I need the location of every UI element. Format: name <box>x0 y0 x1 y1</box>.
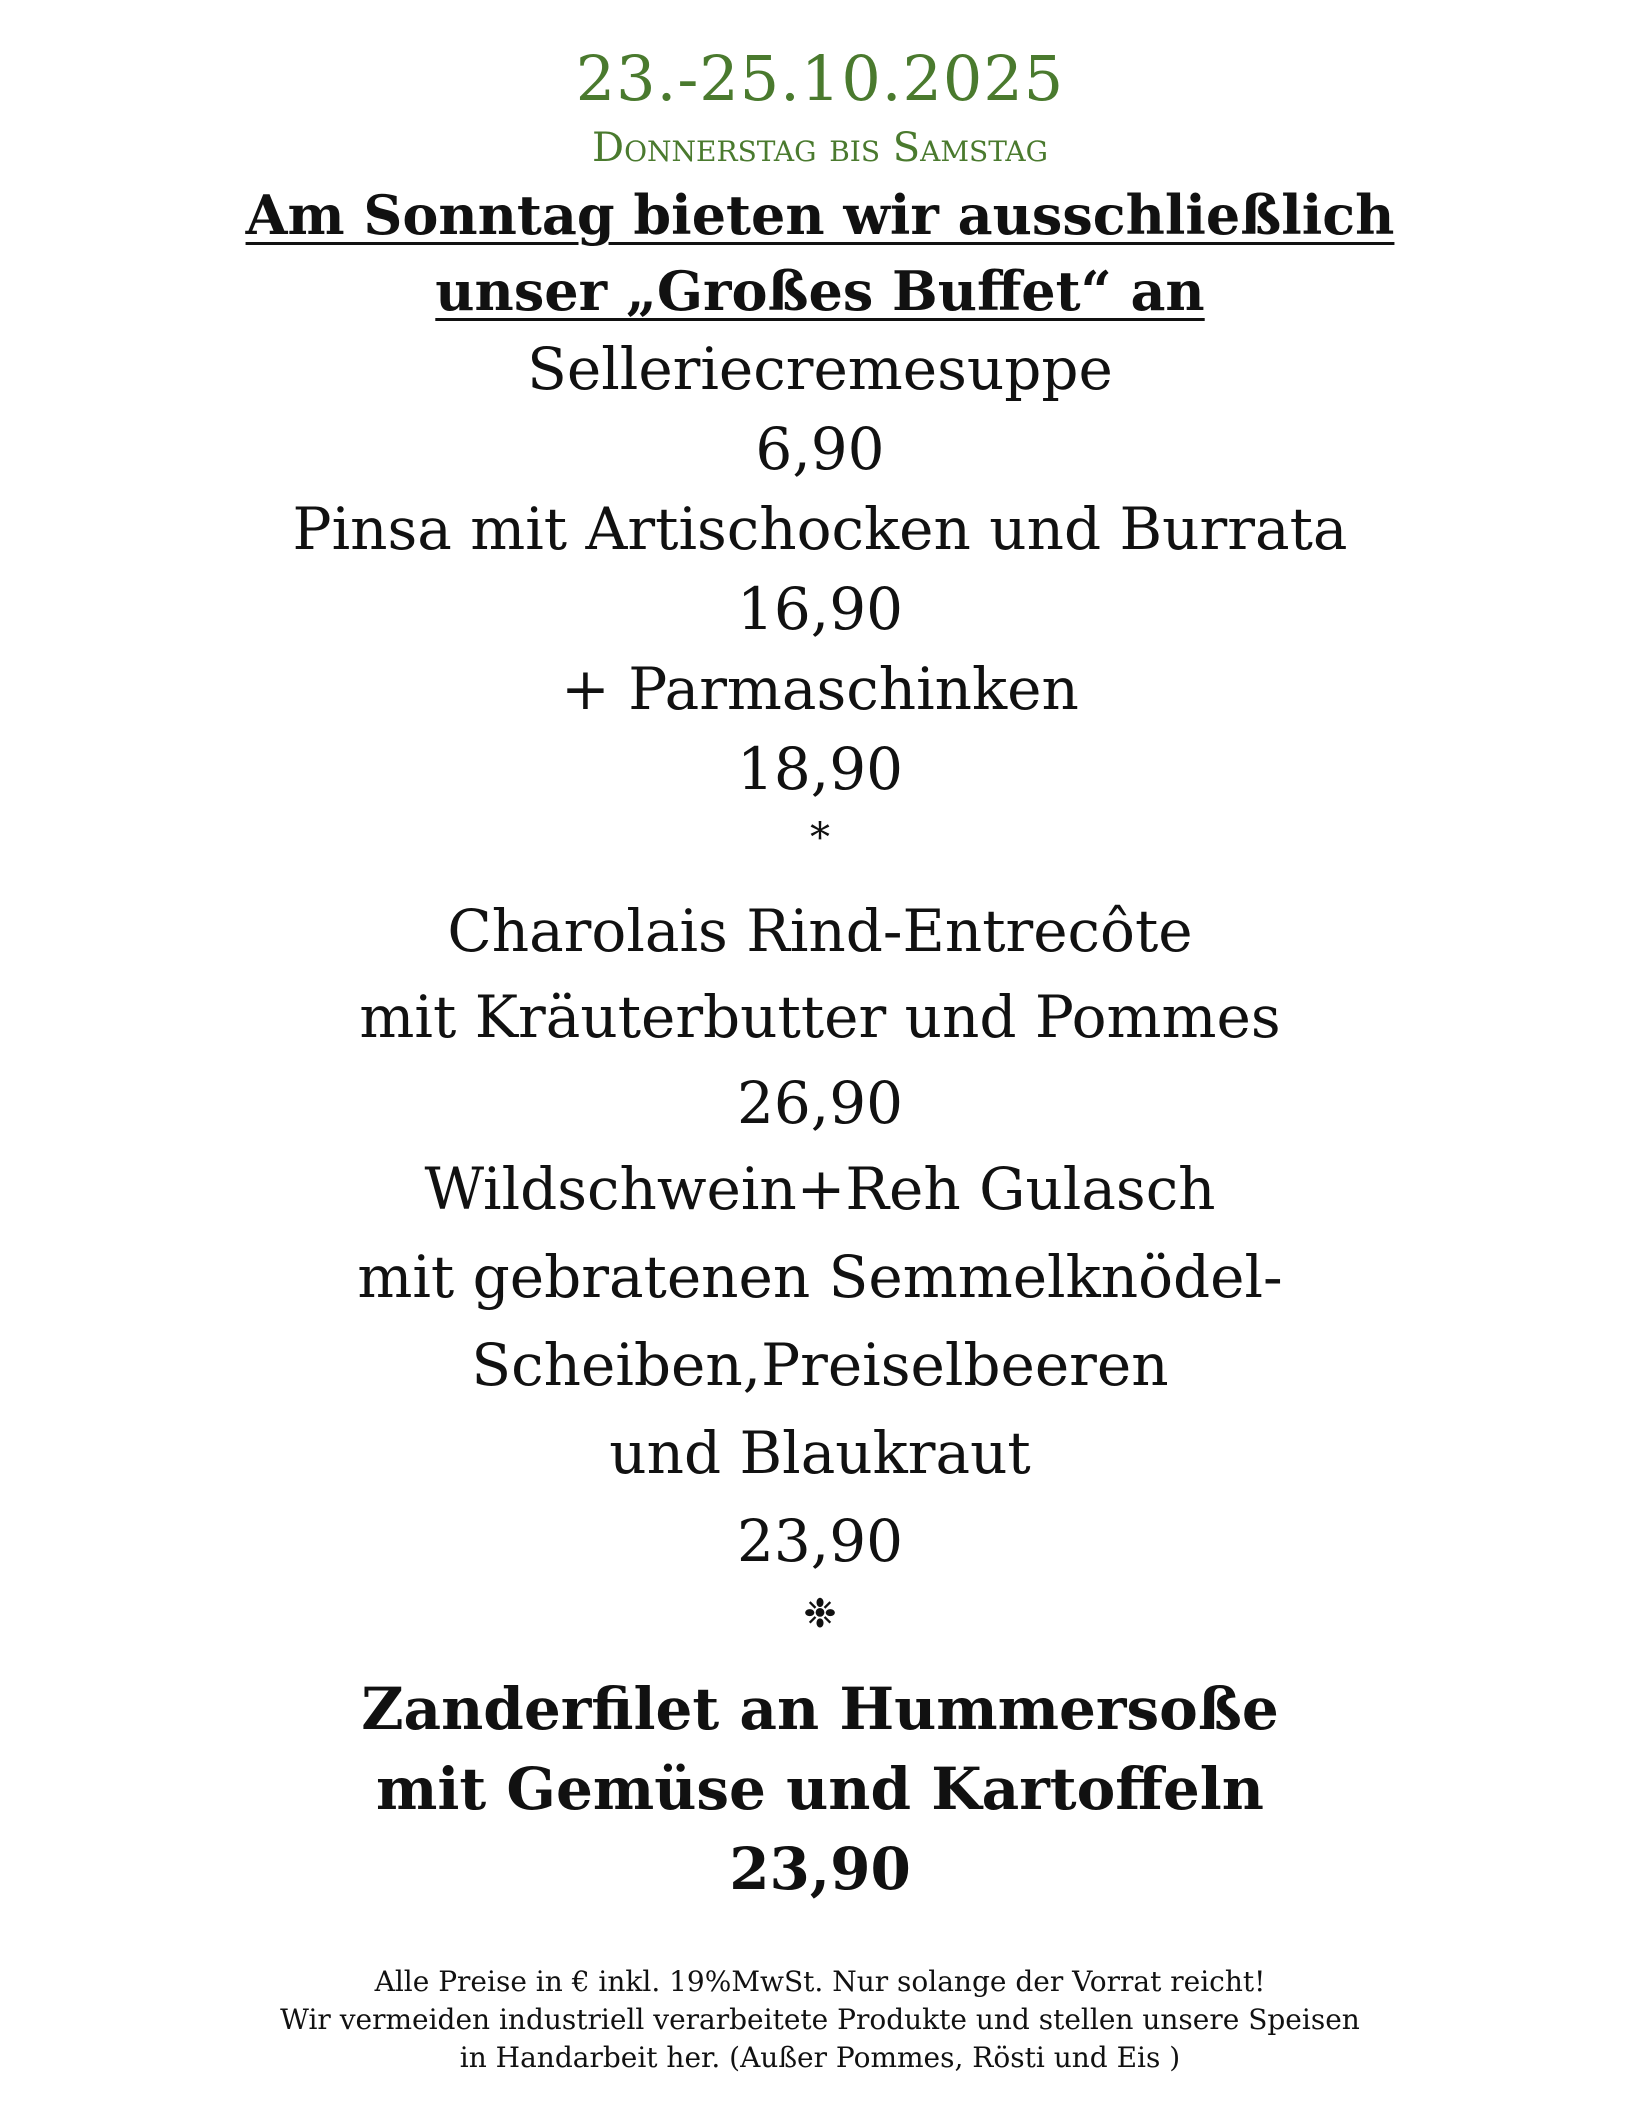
dish-name-pinsa: Pinsa mit Artischocken und Burrata <box>292 495 1348 563</box>
dish-desc-gulasch-1: mit gebratenen Semmelknödel- <box>357 1243 1283 1311</box>
dish-name-entrecote: Charolais Rind-Entrecôte <box>447 897 1193 965</box>
dish-desc-gulasch-2: Scheiben,Preiselbeeren <box>471 1331 1169 1399</box>
footer-exceptions-note: in Handarbeit her. (Außer Pommes, Rösti und Eis ) <box>459 2041 1181 2074</box>
separator-flower-icon: ❉ <box>803 1591 837 1637</box>
dish-price-entrecote: 26,90 <box>736 1069 904 1137</box>
dish-price-gulasch: 23,90 <box>736 1507 904 1575</box>
footer-prices-note: Alle Preise in € inkl. 19%MwSt. Nur solange der Vorrat reicht! <box>374 1965 1266 1998</box>
dish-price-soup: 6,90 <box>755 415 885 483</box>
dish-price-zander: 23,90 <box>729 1835 911 1903</box>
dish-name-zander: Zanderfilet an Hummersoße <box>361 1675 1279 1743</box>
dish-name-soup: Selleriecremesuppe <box>527 335 1113 403</box>
dish-name-gulasch: Wildschwein+Reh Gulasch <box>424 1155 1216 1223</box>
dish-price-parmaschinken: 18,90 <box>736 735 904 803</box>
footer-handmade-note: Wir vermeiden industriell verarbeitete Produkte und stellen unsere Speisen <box>280 2003 1360 2036</box>
separator-asterisk: * <box>810 815 830 861</box>
sunday-notice-line2: unser „Großes Buffet“ an <box>435 259 1205 323</box>
menu-days: Donnerstag bis Samstag <box>592 125 1048 171</box>
sunday-notice-line1: Am Sonntag bieten wir ausschließlich <box>245 183 1395 247</box>
dish-name-parmaschinken: + Parmaschinken <box>561 655 1079 723</box>
dish-price-pinsa: 16,90 <box>736 575 904 643</box>
dish-desc-zander: mit Gemüse und Kartoffeln <box>376 1755 1264 1823</box>
dish-desc-gulasch-3: und Blaukraut <box>609 1419 1031 1487</box>
menu-date: 23.-25.10.2025 <box>575 42 1065 115</box>
dish-desc-entrecote: mit Kräuterbutter und Pommes <box>359 983 1281 1051</box>
